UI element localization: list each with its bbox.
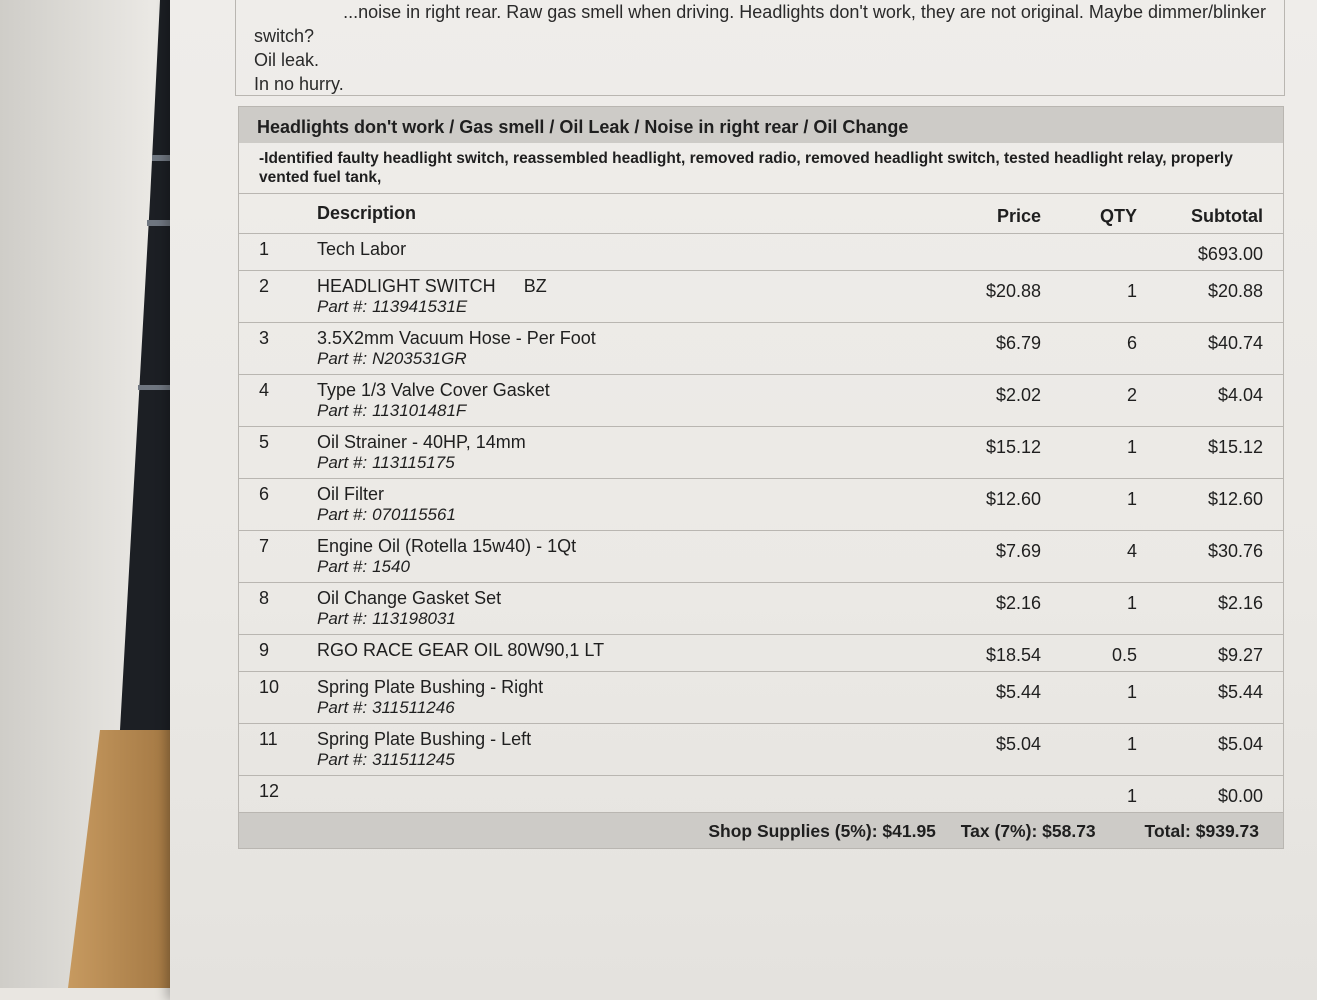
row-description [309, 375, 923, 427]
part-prefix: Part #: [317, 349, 368, 368]
work-section [238, 106, 1284, 849]
row-subtotal: $30.76 [1145, 531, 1283, 583]
item-vendor: BZ [523, 276, 547, 296]
row-price [923, 234, 1049, 271]
row-qty: 1 [1049, 776, 1145, 813]
notes-truncated-line: ...noise in right rear. Raw gas smell when driving. Headlights don't work, they are not original. Maybe dimmer/blinker [343, 2, 1266, 22]
row-description [309, 323, 923, 375]
tax: Tax (7%): $58.73 [960, 821, 1096, 841]
row-number: 12 [239, 776, 309, 813]
row-qty: 1 [1049, 583, 1145, 635]
item-name: Spring Plate Bushing - Left [317, 729, 532, 749]
item-name: Engine Oil (Rotella 15w40) - 1Qt [317, 536, 577, 556]
table-row [239, 583, 1283, 635]
row-number: 4 [239, 375, 309, 427]
row-number: 3 [239, 323, 309, 375]
row-qty: 6 [1049, 323, 1145, 375]
part-number [317, 453, 915, 473]
table-header-row [239, 194, 1283, 234]
row-description [309, 234, 923, 271]
item-name: Type 1/3 Valve Cover Gasket [317, 380, 550, 400]
row-subtotal: $15.12 [1145, 427, 1283, 479]
row-subtotal: $12.60 [1145, 479, 1283, 531]
table-row [239, 776, 1283, 813]
row-price: $2.02 [923, 375, 1049, 427]
row-subtotal: $5.44 [1145, 672, 1283, 724]
totals-bar [239, 812, 1283, 848]
row-qty: 0.5 [1049, 635, 1145, 672]
part-prefix: Part #: [317, 609, 368, 628]
row-number: 7 [239, 531, 309, 583]
row-description [309, 531, 923, 583]
table-row [239, 724, 1283, 776]
line-items-table [239, 194, 1283, 812]
row-price: $2.16 [923, 583, 1049, 635]
row-price: $5.04 [923, 724, 1049, 776]
table-row [239, 531, 1283, 583]
part-number [317, 698, 915, 718]
row-description [309, 583, 923, 635]
row-number: 8 [239, 583, 309, 635]
part-prefix: Part #: [317, 505, 368, 524]
row-price: $12.60 [923, 479, 1049, 531]
item-name: Tech Labor [317, 239, 407, 259]
row-description [309, 479, 923, 531]
col-price: Price [996, 206, 1041, 226]
total: Total: $939.73 [1144, 821, 1259, 841]
row-subtotal: $4.04 [1145, 375, 1283, 427]
row-qty: 1 [1049, 427, 1145, 479]
item-name: HEADLIGHT SWITCH [317, 276, 496, 296]
notes-line-3: In no hurry. [254, 74, 344, 94]
part-value: 311511245 [372, 750, 455, 769]
row-qty: 1 [1049, 271, 1145, 323]
part-number [317, 349, 915, 369]
notes-line-2: Oil leak. [254, 50, 320, 70]
part-value: 113198031 [372, 609, 456, 628]
part-number [317, 505, 915, 525]
shop-supplies: Shop Supplies (5%): $41.95 [708, 821, 936, 841]
row-subtotal: $693.00 [1145, 234, 1283, 271]
part-value: 113115175 [372, 453, 455, 472]
part-number [317, 750, 915, 770]
part-prefix: Part #: [317, 557, 368, 576]
row-number: 6 [239, 479, 309, 531]
row-description [309, 271, 923, 323]
row-subtotal: $20.88 [1145, 271, 1283, 323]
row-price: $15.12 [923, 427, 1049, 479]
part-value: 113941531E [372, 297, 468, 316]
col-description: Description [317, 203, 417, 223]
row-description [309, 427, 923, 479]
table-row [239, 323, 1283, 375]
table-row [239, 635, 1283, 672]
table-body [239, 234, 1283, 813]
table-row [239, 375, 1283, 427]
col-num [239, 194, 309, 234]
item-name: Oil Change Gasket Set [317, 588, 502, 608]
col-qty: QTY [1099, 206, 1137, 226]
row-subtotal: $9.27 [1145, 635, 1283, 672]
table-row [239, 271, 1283, 323]
part-value: N203531GR [372, 349, 467, 368]
part-value: 311511246 [372, 698, 455, 717]
row-description [309, 635, 923, 672]
row-subtotal: $2.16 [1145, 583, 1283, 635]
part-prefix: Part #: [317, 750, 368, 769]
row-subtotal: $5.04 [1145, 724, 1283, 776]
notes-line-1: switch? [254, 26, 315, 46]
part-number [317, 297, 915, 317]
item-name: 3.5X2mm Vacuum Hose - Per Foot [317, 328, 596, 348]
row-number: 11 [239, 724, 309, 776]
part-prefix: Part #: [317, 401, 368, 420]
row-subtotal: $0.00 [1145, 776, 1283, 813]
table-row [239, 479, 1283, 531]
item-name: Oil Strainer - 40HP, 14mm [317, 432, 526, 452]
work-performed: -Identified faulty headlight switch, reassembled headlight, removed radio, removed headlight switch, tested headlight relay, properly vented fuel tank, [239, 143, 1283, 194]
part-number [317, 557, 915, 577]
row-subtotal: $40.74 [1145, 323, 1283, 375]
row-price: $7.69 [923, 531, 1049, 583]
row-price: $18.54 [923, 635, 1049, 672]
part-prefix: Part #: [317, 297, 368, 316]
part-value: 113101481F [372, 401, 467, 420]
row-number: 5 [239, 427, 309, 479]
part-prefix: Part #: [317, 453, 368, 472]
item-name: Spring Plate Bushing - Right [317, 677, 544, 697]
part-number [317, 609, 915, 629]
row-qty: 1 [1049, 724, 1145, 776]
row-qty: 1 [1049, 672, 1145, 724]
col-subtotal: Subtotal [1191, 206, 1263, 226]
table-row [239, 427, 1283, 479]
row-description [309, 724, 923, 776]
row-number: 10 [239, 672, 309, 724]
row-qty: 1 [1049, 479, 1145, 531]
row-price: $6.79 [923, 323, 1049, 375]
row-number: 2 [239, 271, 309, 323]
row-number: 1 [239, 234, 309, 271]
row-qty [1049, 234, 1145, 271]
customer-notes [235, 0, 1285, 96]
item-name: Oil Filter [317, 484, 384, 504]
part-value: 1540 [372, 557, 410, 576]
row-qty: 2 [1049, 375, 1145, 427]
part-number [317, 401, 915, 421]
row-price: $20.88 [923, 271, 1049, 323]
row-number: 9 [239, 635, 309, 672]
section-title: Headlights don't work / Gas smell / Oil Leak / Noise in right rear / Oil Change [239, 107, 1283, 143]
row-description [309, 776, 923, 813]
row-price: $5.44 [923, 672, 1049, 724]
part-prefix: Part #: [317, 698, 368, 717]
part-value: 070115561 [372, 505, 456, 524]
table-row [239, 234, 1283, 271]
item-name: RGO RACE GEAR OIL 80W90,1 LT [317, 640, 605, 660]
table-row [239, 672, 1283, 724]
row-price [923, 776, 1049, 813]
row-description [309, 672, 923, 724]
row-qty: 4 [1049, 531, 1145, 583]
